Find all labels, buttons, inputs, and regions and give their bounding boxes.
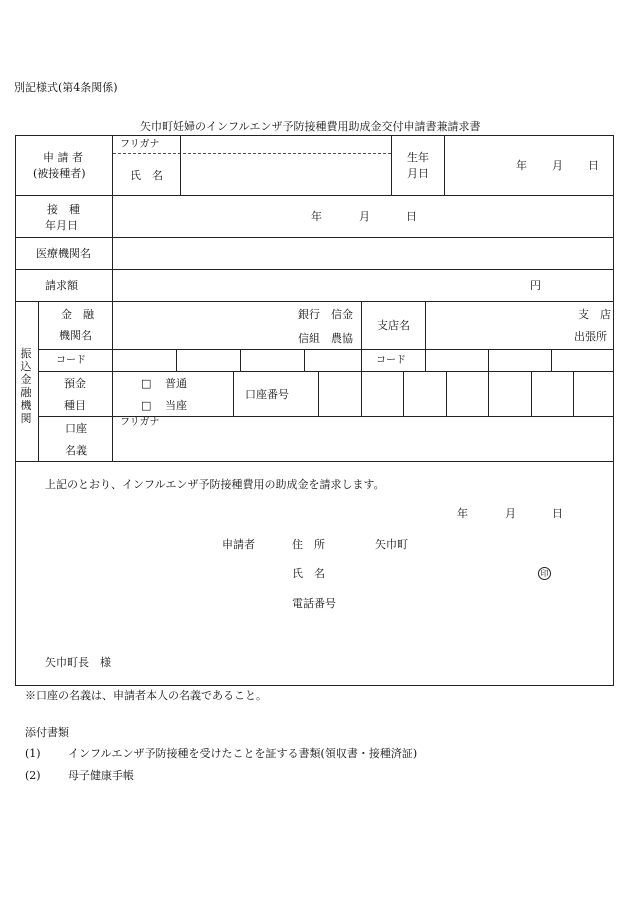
- bank-type-options-2: 信組 農協: [298, 332, 353, 345]
- phone-number-label: 電話番号: [292, 597, 336, 610]
- applicant-name-label: 氏 名: [130, 169, 163, 182]
- financial-institution-label: 金 融: [61, 308, 94, 321]
- applicant-signature-label: 申請者: [222, 538, 255, 551]
- birth-day-unit: 日: [588, 159, 599, 172]
- declaration-text: 上記のとおり、インフルエンザ予防接種費用の助成金を請求します。: [45, 478, 385, 491]
- account-number-label: 口座番号: [245, 388, 289, 401]
- column-divider: [112, 135, 113, 461]
- row-divider: [15, 461, 614, 462]
- bank-type-options: 銀行 信金: [298, 308, 353, 321]
- column-divider: [180, 135, 181, 195]
- financial-institution-label-2: 機関名: [59, 329, 92, 342]
- attachment-number: (2): [25, 769, 41, 782]
- applicant-label: 申 請 者: [43, 151, 83, 164]
- account-digit-divider: [403, 371, 404, 416]
- birth-year-unit: 年: [516, 159, 527, 172]
- signature-name-label: 氏 名: [292, 567, 325, 580]
- account-digit-divider: [531, 371, 532, 416]
- declaration-day-unit: 日: [552, 507, 563, 520]
- checkbox-icon[interactable]: □: [141, 377, 152, 390]
- birth-date-label-2: 月日: [407, 167, 429, 180]
- column-divider: [391, 135, 392, 195]
- seal-icon: 印: [538, 567, 551, 580]
- row-divider: [38, 349, 614, 350]
- current-deposit-option: 当座: [165, 399, 187, 412]
- account-digit-divider: [361, 371, 362, 416]
- column-divider: [444, 135, 445, 195]
- branch-type-label: 支 店: [578, 308, 611, 321]
- code-cell-divider: [488, 349, 489, 371]
- code-cell-divider: [176, 349, 177, 371]
- deposit-type-label-2: 種目: [64, 399, 86, 412]
- birth-month-unit: 月: [552, 159, 563, 172]
- yen-unit: 円: [530, 279, 541, 292]
- branch-code-label: コード: [376, 355, 406, 366]
- vaccination-day-unit: 日: [406, 210, 417, 223]
- claim-amount-label: 請求額: [45, 279, 78, 292]
- code-cell-divider: [304, 349, 305, 371]
- ordinary-deposit-option: 普通: [165, 377, 187, 390]
- row-divider: [15, 301, 614, 302]
- deposit-type-label: 預金: [64, 377, 86, 390]
- vaccination-year-unit: 年: [311, 210, 322, 223]
- column-divider: [425, 301, 426, 349]
- birth-date-label: 生年: [407, 151, 429, 164]
- row-divider: [15, 269, 614, 270]
- branch-name-label: 支店名: [377, 319, 410, 332]
- address-value: 矢巾町: [375, 538, 408, 551]
- branch-type-label-2: 出張所: [574, 330, 607, 343]
- account-digit-divider: [488, 371, 489, 416]
- code-cell-divider: [240, 349, 241, 371]
- furigana-divider: [113, 153, 391, 154]
- row-divider: [38, 371, 614, 372]
- attachment-item: 母子健康手帳: [68, 769, 134, 782]
- code-cell-divider: [551, 349, 552, 371]
- code-cell-divider: [425, 349, 426, 371]
- column-divider: [38, 301, 39, 461]
- attachments-title: 添付書類: [25, 726, 69, 739]
- account-digit-divider: [446, 371, 447, 416]
- account-digit-divider: [318, 371, 319, 416]
- form-style-label: 別記様式(第4条関係): [14, 81, 118, 94]
- bank-code-label: コード: [56, 355, 86, 366]
- account-holder-label-2: 名義: [65, 444, 87, 457]
- account-name-note: ※口座の名義は、申請者本人の名義であること。: [25, 689, 267, 702]
- addressee: 矢巾町長 様: [45, 656, 111, 669]
- declaration-month-unit: 月: [505, 507, 516, 520]
- column-divider: [361, 301, 362, 371]
- furigana-label: フリガナ: [120, 139, 160, 150]
- vaccination-date-label: 接 種: [47, 203, 80, 216]
- row-divider: [15, 237, 614, 238]
- attachment-item: インフルエンザ予防接種を受けたことを証する書類(領収書・接種済証): [68, 747, 418, 760]
- row-divider: [15, 195, 614, 196]
- account-digit-divider: [573, 371, 574, 416]
- checkbox-icon[interactable]: □: [141, 399, 152, 412]
- address-label: 住 所: [292, 538, 325, 551]
- vaccination-date-label-2: 年月日: [45, 219, 78, 232]
- holder-furigana-label: フリガナ: [120, 417, 160, 428]
- medical-institution-label: 医療機関名: [36, 247, 91, 260]
- transfer-institution-label: 振込金融機関: [20, 347, 32, 425]
- vaccination-month-unit: 月: [359, 210, 370, 223]
- applicant-subject-label: (被接種者): [33, 167, 86, 180]
- account-holder-label: 口座: [65, 422, 87, 435]
- declaration-year-unit: 年: [457, 507, 468, 520]
- attachment-number: (1): [25, 747, 41, 760]
- column-divider: [233, 371, 234, 416]
- form-title: 矢巾町妊婦のインフルエンザ予防接種費用助成金交付申請書兼請求書: [140, 120, 481, 133]
